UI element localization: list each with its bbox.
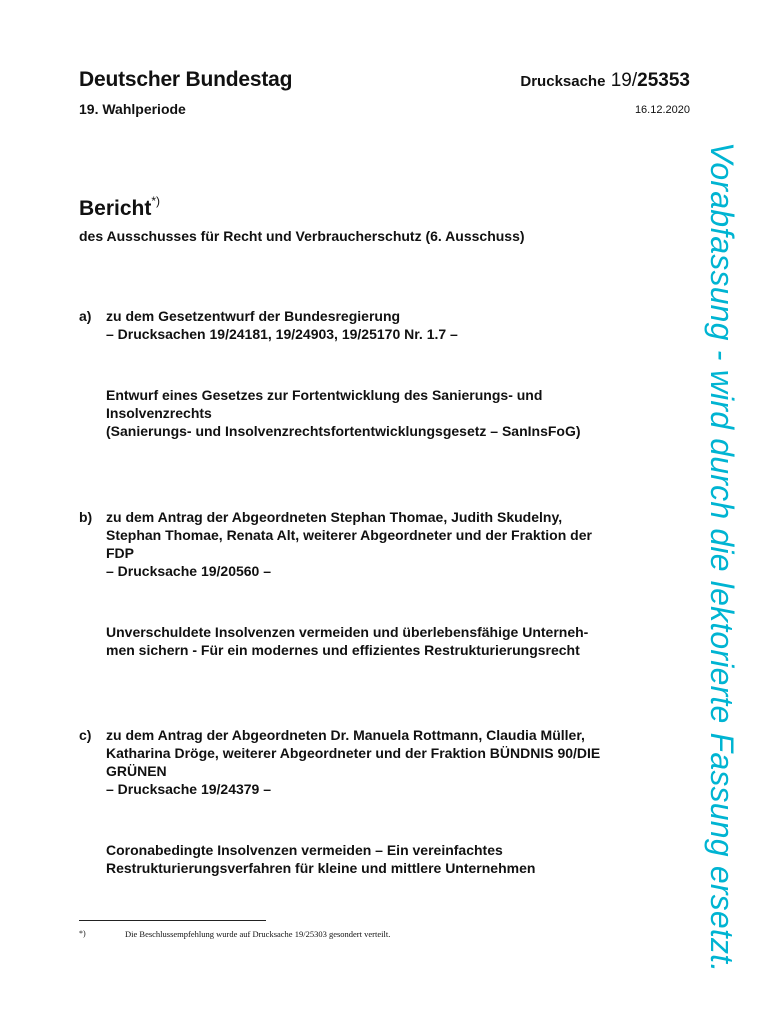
footnote-text: Die Beschlussempfehlung wurde auf Drucksache 19/25303 gesondert verteilt.: [125, 929, 391, 939]
item-c: [79, 726, 679, 798]
subject-line: Unverschuldete Insolvenzen vermeiden und überlebensfähige Unterneh-: [106, 624, 589, 640]
draft-watermark: Vorabfassung - wird durch die lektorierte Fassung ersetzt.: [704, 142, 740, 973]
parliament-name: Deutscher Bundestag: [79, 68, 293, 91]
item-line: zu dem Antrag der Abgeordneten Dr. Manuela Rottmann, Claudia Müller,: [106, 727, 585, 743]
item-line: – Drucksache 19/20560 –: [106, 563, 272, 579]
item-line: Katharina Dröge, weiterer Abgeordneter und der Fraktion BÜNDNIS 90/DIE: [106, 745, 601, 761]
footnote-rule: [79, 920, 266, 921]
item-b-subject: [106, 623, 666, 659]
item-line: FDP: [106, 545, 134, 561]
item-b: [79, 508, 679, 580]
item-line: – Drucksachen 19/24181, 19/24903, 19/25170 Nr. 1.7 –: [106, 326, 458, 342]
subject-line: Entwurf eines Gesetzes zur Fortentwicklung des Sanierungs- und: [106, 387, 543, 403]
subject-line: men sichern - Für ein modernes und effizientes Restrukturierungsrecht: [106, 642, 580, 658]
item-line: zu dem Gesetzentwurf der Bundesregierung: [106, 308, 401, 324]
item-a-subject: [106, 386, 666, 440]
item-c-subject: [106, 841, 666, 877]
document-date: 16.12.2020: [634, 104, 690, 116]
drucksache-prefix: 19/: [610, 70, 638, 91]
title-footnote-mark: *): [151, 194, 161, 208]
drucksache-number: 25353: [637, 70, 690, 91]
item-line: – Drucksache 19/24379 –: [106, 781, 272, 797]
subject-line: Coronabedingte Insolvenzen vermeiden – Ein vereinfachtes: [106, 842, 503, 858]
subject-line: Restrukturierungsverfahren für kleine und mittlere Unternehmen: [106, 860, 536, 876]
item-line: zu dem Antrag der Abgeordneten Stephan Thomae, Judith Skudelny,: [106, 509, 563, 525]
footnote-mark: *): [79, 929, 86, 938]
item-letter: b): [79, 509, 93, 525]
drucksache-label: Drucksache: [520, 73, 606, 90]
subject-line: (Sanierungs- und Insolvenzrechtsfortentwicklungsgesetz – SanInsFoG): [106, 423, 581, 439]
item-a: [79, 307, 679, 343]
item-letter: c): [79, 727, 92, 743]
document-subtitle: des Ausschusses für Recht und Verbraucherschutz (6. Ausschuss): [79, 228, 525, 244]
title-text: Bericht: [79, 197, 152, 220]
item-letter: a): [79, 308, 92, 324]
item-line: GRÜNEN: [106, 763, 167, 779]
drucksache-reference: [520, 70, 690, 92]
legislative-period: 19. Wahlperiode: [79, 101, 186, 117]
item-line: Stephan Thomae, Renata Alt, weiterer Abgeordneter und der Fraktion der: [106, 527, 592, 543]
subject-line: Insolvenzrechts: [106, 405, 212, 421]
document-title: [79, 196, 160, 221]
